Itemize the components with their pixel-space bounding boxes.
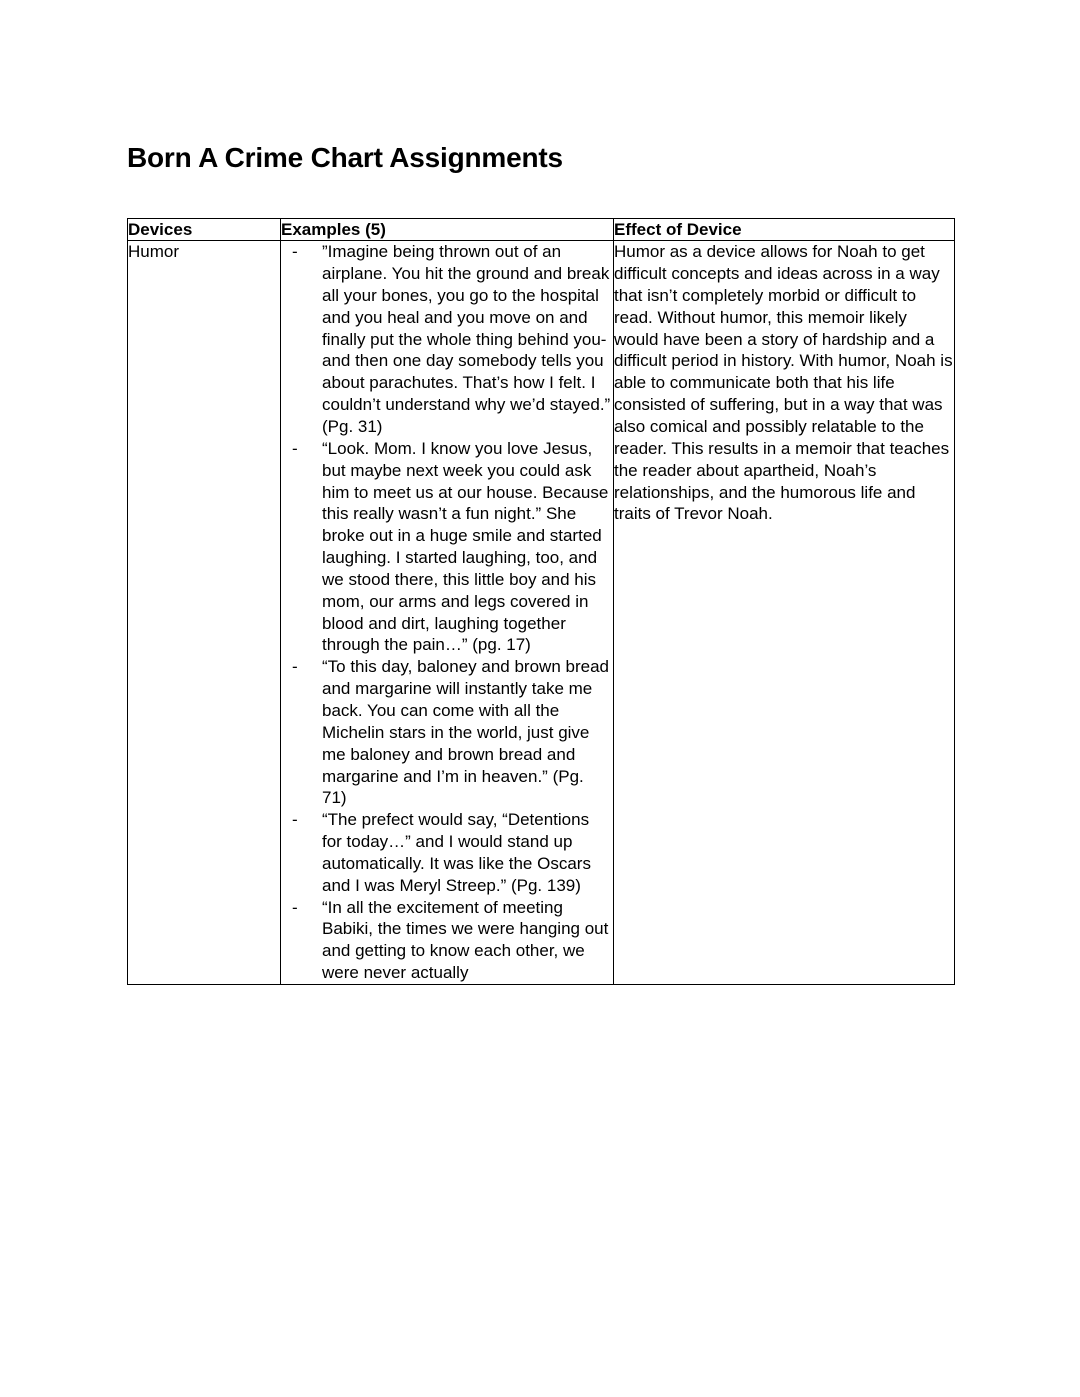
- list-item: [281, 438, 613, 656]
- column-header-effect: Effect of Device: [614, 219, 955, 241]
- page-title: Born A Crime Chart Assignments: [127, 141, 563, 173]
- bullet-dash-icon: -: [292, 810, 298, 830]
- bullet-dash-icon: -: [292, 897, 298, 917]
- list-item: [281, 241, 613, 438]
- table-row: [128, 241, 955, 985]
- device-name-cell: Humor: [128, 241, 281, 985]
- column-header-examples: Examples (5): [281, 219, 614, 241]
- list-item: [281, 897, 613, 984]
- table-header-row: [128, 219, 955, 241]
- example-text: “To this day, baloney and brown bread and margarine will instantly take me back. You can come with all the Michelin stars in the world, just give me baloney and brown bread and margarine and I’m in heaven.” (Pg. 71): [322, 657, 609, 808]
- list-item: [281, 656, 613, 809]
- literary-devices-table: [127, 218, 955, 985]
- example-text: “Look. Mom. I know you love Jesus, but maybe next week you could ask him to meet us at our house. Because this really wasn’t a fun night.” She broke out in a huge smile and started laughing. I started laughing, too, and we stood there, this little boy and his mom, our arms and legs covered in blood and dirt, laughing together through the pain…” (pg. 17): [322, 438, 609, 655]
- examples-cell: [281, 241, 614, 985]
- example-text: ”Imagine being thrown out of an airplane. You hit the ground and break all your bones, you go to the hospital and you heal and you move on and finally put the whole thing behind you- and then one day somebody tells you about parachutes. That’s how I felt. I couldn’t understand why we’d stayed.” (Pg. 31): [322, 242, 611, 436]
- example-text: “In all the excitement of meeting Babiki, the times we were hanging out and getting to know each other, we were never actually: [322, 897, 609, 983]
- example-text: “The prefect would say, “Detentions for today…” and I would stand up automatically. It was like the Oscars and I was Meryl Streep.” (Pg. 139): [322, 810, 591, 895]
- bullet-dash-icon: -: [292, 657, 298, 677]
- list-item: [281, 809, 613, 896]
- effect-of-device-cell: Humor as a device allows for Noah to get difficult concepts and ideas across in a way that isn’t completely morbid or difficult to read. Without humor, this memoir likely would have been a story of hardship and a difficult period in history. With humor, Noah is able to communicate both that his life consisted of suffering, but in a way that was also comical and possibly relatable to the reader. This results in a memoir that teaches the reader about apartheid, Noah’s relationships, and the humorous life and traits of Trevor Noah.: [614, 241, 955, 985]
- bullet-dash-icon: -: [292, 242, 298, 262]
- examples-list: [281, 241, 613, 984]
- column-header-devices: Devices: [128, 219, 281, 241]
- bullet-dash-icon: -: [292, 438, 298, 458]
